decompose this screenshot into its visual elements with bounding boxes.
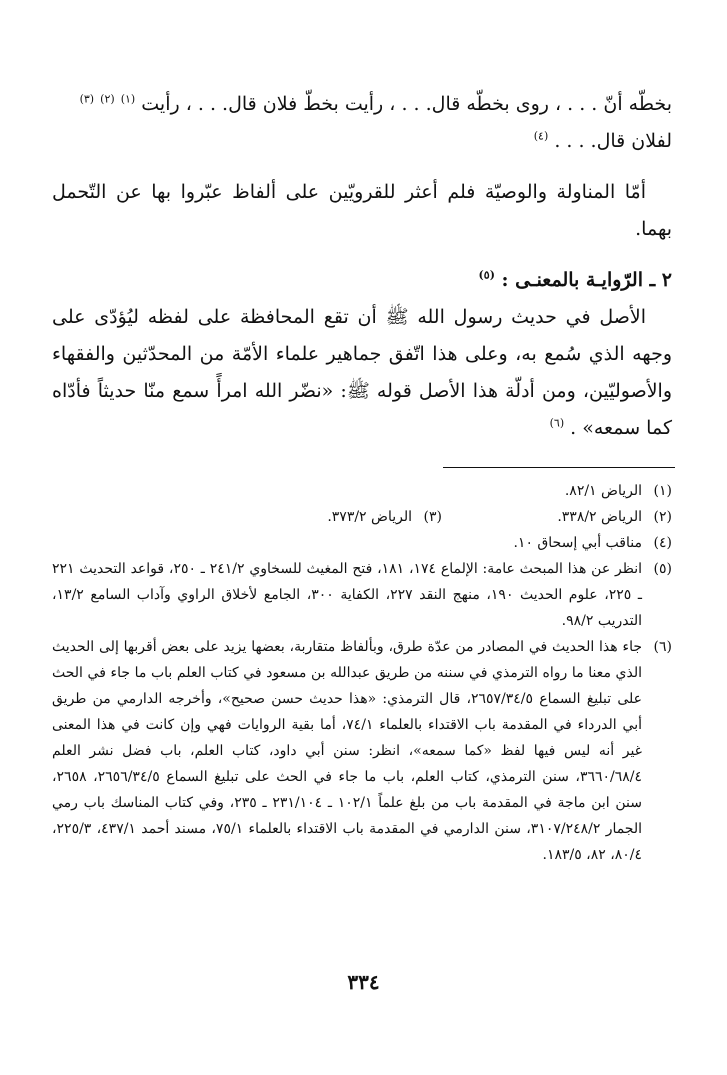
paragraph-3-text: الأصل في حديث رسول الله ﷺ أن تقع المحافظة على لفظه ليُؤدّى على وجهه الذي سُمع به، وعلى هذا اتّفق جماهير علماء الأمّة من المحدّثين والفقهاء والأصوليّين، ومن أدلّة هذا الأصل قوله ﷺ: «نضّر الله امرأً سمع منّا حديثاً فأدّاه كما سمعه» . [52,306,672,439]
footnote-2-text: الرياض ٣٣٨/٢. [557,509,642,525]
footnote-1 [52,478,672,504]
paragraph-1 [52,86,672,160]
paragraph-1-line-1: بخطّه أنّ . . . ، روى بخطّه قال. . . ، رأيت بخطّ فلان قال. . . ، رأيت [141,93,672,115]
footnote-5 [52,556,672,634]
footnote-3 [212,504,442,530]
paragraph-3 [52,299,672,447]
footnote-ref-1: (١) [120,92,136,106]
footnote-ref-3: (٣) [79,92,95,106]
footnote-ref-4: (٤) [533,129,549,143]
paragraph-1-line-2: لفلان قال. . . . [554,130,672,152]
section-heading [52,262,672,299]
footnote-4-number: (٤) [653,535,672,551]
footnote-6-text: جاء هذا الحديث في المصادر من عدّة طرق، وبألفاظ متقاربة، بعضها يزيد على بعض أقربها إلى الحديث الذي معنا ما رواه الترمذي في سننه من طريق عبدالله بن مسعود في كتاب العلم باب ما جاء في الحث على تبليغ السماع ٢٦٥٧/٣٤/٥، قال الترمذي: «هذا حديث حسن صحيح»، وأخرجه الدارمي من طريق أبي الدرداء في المقدمة باب الاقتداء بالعلماء ٧٤/١، أما بقية الروايات فهي وإن كانت في هذا المعنى غير أنه ليس فيها لفظ «كما سمعه»، انظر: سنن أبي داود، كتاب العلم، باب فضل نشر العلم ٣٦٦٠/٦٨/٤، سنن الترمذي، كتاب العلم، باب ما جاء في الحث على تبليغ السماع ٢٦٥٦/٣٤/٥، ٢٦٥٨، سنن ابن ماجة في المقدمة باب من بلغ علماً ١٠٢/١ ـ ٢٣١/١٠٤ ـ ٢٣٥، وفي كتاب المناسك باب رمي الجمار ٣١٠٧/٢٤٨/٢، سنن الدارمي في المقدمة باب الاقتداء بالعلماء ٧٥/١، مسند أحمد ٤٣٧/١، ٢٢٥/٣، ٨٠/٤، ٨٢، ١٨٣/٥. [52,639,643,863]
main-text [52,86,672,447]
footnote-3-number: (٣) [423,509,442,525]
footnote-1-text: الرياض ٨٢/١. [564,483,642,499]
section-heading-text: ٢ ـ الرّوايـة بالمعنـى : [501,269,672,291]
footnote-4 [52,530,672,556]
footnote-2 [442,504,672,530]
footnote-3-text: الرياض ٣٧٣/٢. [327,509,412,525]
footnote-5-text: انظر عن هذا المبحث عامة: الإلماع ١٧٤، ١٨١، فتح المغيث للسخاوي ٢٤١/٢ ـ ٢٥٠، قواعد التحديث ٢٢١ ـ ٢٢٥، علوم الحديث ١٩٠، منهج النقد ٢٢٧، الكفاية ٣٠٠، الجامع لأخلاق الراوي وآداب السامع ١٣/٢، التدريب ٩٨/٢. [52,561,642,629]
footnote-6 [52,634,672,868]
footnote-6-number: (٦) [653,639,672,655]
paragraph-2: أمّا المناولة والوصيّة فلم أعثر للقرويّين على ألفاظ عبّروا بها عن التّحمل بهما. [52,181,672,240]
footnote-ref-6: (٦) [549,416,565,430]
footnote-ref-5: (٥) [478,268,495,282]
footnote-separator [443,467,675,468]
footnotes [52,478,672,868]
footnote-4-text: مناقب أبي إسحاق ١٠. [513,535,642,551]
footnote-2-number: (٢) [653,509,672,525]
footnote-row-2-3 [52,504,672,530]
footnote-1-number: (١) [653,483,672,499]
page-number: ٣٣٤ [347,970,380,994]
footnote-ref-2: (٢) [100,92,115,106]
footnote-5-number: (٥) [653,561,672,577]
